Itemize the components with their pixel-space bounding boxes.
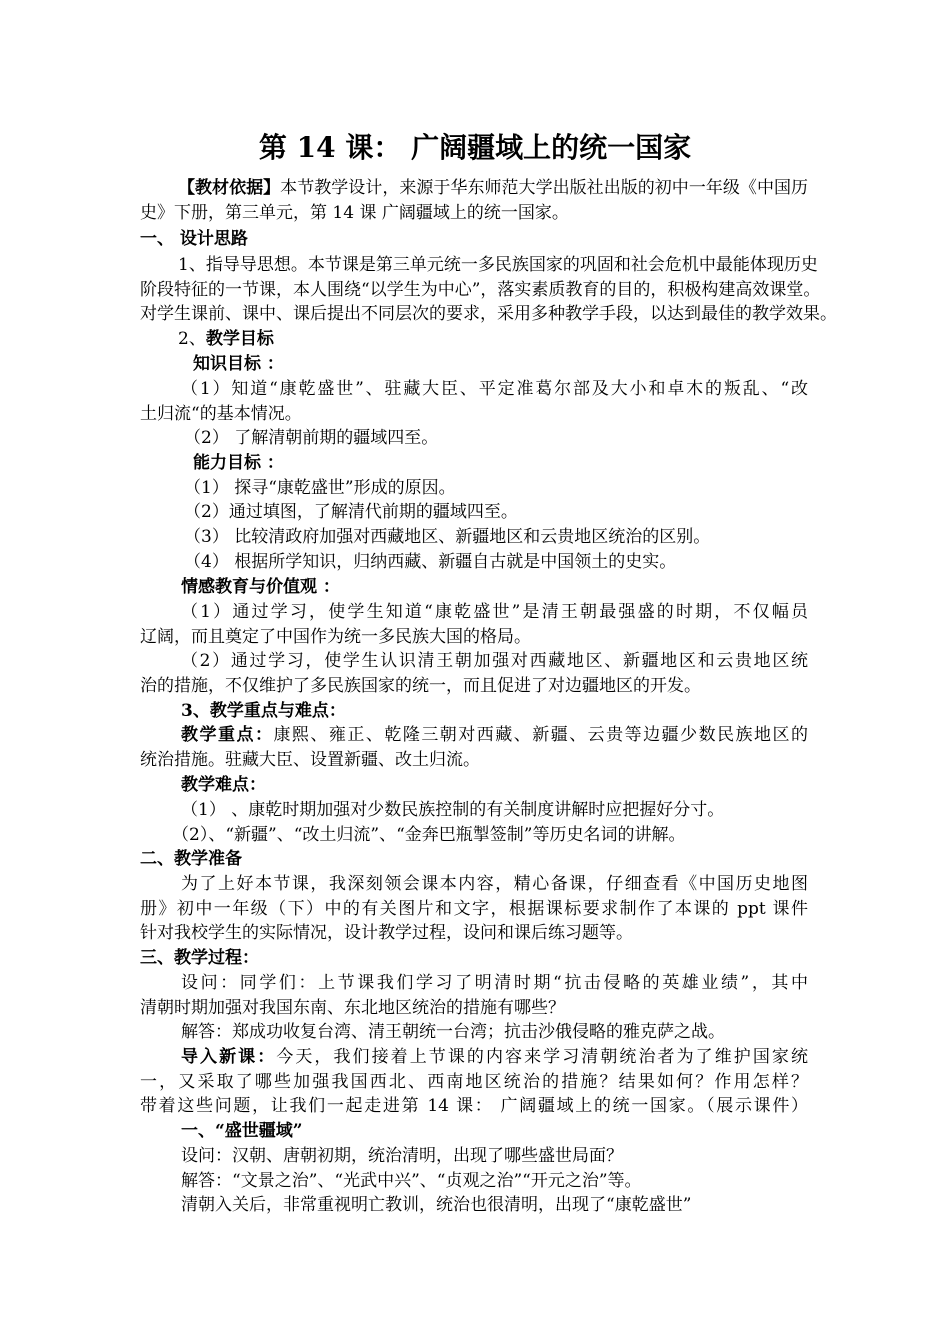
line-text: 康熙、雍正、乾隆三朝对西藏、新疆、云贵等边疆少数民族地区的: [273, 725, 809, 745]
line-text: 册》初中一年级（下）中的有关图片和文字，根据课标要求制作了本课的 ppt 课件: [140, 899, 808, 919]
text-line: [140, 945, 340, 971]
text-line: [181, 599, 808, 625]
line-text: 史》下册，第三单元，第 14 课 广阔疆域上的统一国家。: [140, 203, 569, 223]
text-line: [140, 747, 540, 773]
bold-text: 一、“盛世疆域”: [181, 1121, 303, 1141]
line-text: 设问：同学们：上节课我们学习了明清时期“抗击侵略的英雄业绩”，其中: [181, 973, 808, 993]
bold-text: 情感教育与价值观 ：: [181, 577, 340, 597]
text-line: [181, 871, 808, 897]
text-line: [178, 175, 808, 201]
text-line: [181, 1143, 741, 1169]
text-line: [140, 995, 660, 1021]
line-text: 为了上好本节课，我深刻领会课本内容，精心备课，仔细查看《中国历史地图: [181, 874, 808, 894]
line-text: 清朝时期加强对我国东南、东北地区统治的措施有哪些？: [140, 998, 565, 1018]
text-line: [181, 376, 808, 402]
line-text: （1）通过学习，使学生知道“康乾盛世”是清王朝最强盛的时期，不仅幅员: [181, 602, 808, 622]
line-text: 今天，我们接着上节课的内容来学习清朝统治者为了维护国家统: [276, 1047, 808, 1067]
bold-text: 二、教学准备: [140, 849, 242, 869]
line-text: 治的措施，不仅维护了多民族国家的统一，而且促进了对边疆地区的开发。: [140, 676, 701, 696]
text-line: [140, 1069, 808, 1095]
text-line: [140, 277, 821, 303]
text-line: [181, 797, 801, 823]
text-line: [193, 450, 393, 476]
line-text: （2）、“新疆”、“改土归流”、“金奔巴瓶掣签制”等历史名词的讲解。: [172, 825, 686, 845]
text-line: [181, 648, 808, 674]
text-line: [140, 1093, 808, 1119]
bold-text: 教学目标: [205, 329, 274, 349]
text-line: [140, 226, 540, 252]
text-line: [140, 301, 837, 327]
line-text: （2） 了解清朝前期的疆域四至。: [184, 428, 439, 448]
line-text: 清朝入关后，非常重视明亡教训，统治也很清明，出现了“康乾盛世”: [181, 1195, 692, 1215]
document-title: 第 14 课： 广阔疆域上的统一国家: [258, 131, 692, 164]
text-line: [140, 624, 640, 650]
line-text: （1） 、康乾时期加强对少数民族控制的有关制度讲解时应把握好分寸。: [181, 800, 725, 820]
text-line: [140, 673, 808, 699]
bold-text: 能力目标 ：: [193, 453, 284, 473]
line-text: （1） 探寻“康乾盛世”形成的原因。: [184, 478, 456, 498]
bold-text: 一、 设计思路: [140, 229, 248, 249]
text-line: [181, 1192, 781, 1218]
text-line: [193, 351, 393, 377]
line-text: 1、指导导思想。本节课是第三单元统一多民族国家的巩固和社会危机中最能体现历史: [178, 255, 818, 275]
text-line: [184, 524, 784, 550]
bold-text: 导入新课：: [181, 1047, 277, 1067]
line-text: 带着这些问题，让我们一起走进第 14 课： 广阔疆域上的统一国家。（展示课件）: [140, 1096, 808, 1116]
text-line: [178, 326, 478, 352]
line-text: 统治措施。驻藏大臣、设置新疆、改土归流。: [140, 750, 480, 770]
line-text: （4） 根据所学知识，归纳西藏、新疆自古就是中国领土的史实。: [184, 552, 677, 572]
text-line: [181, 722, 808, 748]
line-text: 辽阔，而且奠定了中国作为统一多民族大国的格局。: [140, 627, 531, 647]
bold-text: 【教材依据】: [178, 178, 281, 198]
text-line: [140, 401, 440, 427]
line-text: 对学生课前、课中、课后提出不同层次的要求，采用多种教学手段，以达到最佳的教学效果。: [140, 304, 837, 324]
line-text: 解答：“文景之治”、“光武中兴”、“贞观之治”“开元之治”等。: [181, 1171, 642, 1191]
text-line: [181, 574, 481, 600]
line-text: 解答：郑成功收复台湾、清王朝统一台湾；抗击沙俄侵略的雅克萨之战。: [181, 1022, 725, 1042]
text-line: [181, 1118, 481, 1144]
text-line: [181, 1044, 808, 1070]
line-text: 设问：汉朝、唐朝初期，统治清明，出现了哪些盛世局面？: [181, 1146, 623, 1166]
text-line: [184, 549, 784, 575]
text-line: [181, 1019, 801, 1045]
text-line: [140, 846, 340, 872]
text-line: [184, 425, 584, 451]
text-line: [140, 200, 569, 226]
text-line: [172, 822, 802, 848]
line-text: （2）通过学习，使学生认识清王朝加强对西藏地区、新疆地区和云贵地区统: [181, 651, 808, 671]
line-text: 本节教学设计，来源于华东师范大学出版社出版的初中一年级《中国历: [280, 178, 809, 198]
bold-text: 三、教学过程：: [140, 948, 259, 968]
line-text: 阶段特征的一节课，本人围绕“以学生为中心”，落实素质教育的目的，积极构建高效课堂。: [140, 280, 821, 300]
text-line: [140, 896, 808, 922]
line-text: （3） 比较清政府加强对西藏地区、新疆地区和云贵地区统治的区别。: [184, 527, 711, 547]
text-line: [184, 499, 584, 525]
bold-text: 教学重点：: [181, 725, 274, 745]
text-line: [178, 252, 818, 278]
line-text: 一，又采取了哪些加强我国西北、西南地区统治的措施？结果如何？作用怎样？: [140, 1072, 808, 1092]
line-text: 2、: [178, 329, 206, 349]
bold-text: 知识目标 ：: [193, 354, 284, 374]
line-text: 土归流“的基本情况。: [140, 404, 302, 424]
bold-text: 教学难点：: [181, 775, 266, 795]
text-line: [181, 1168, 781, 1194]
bold-text: 3、教学重点与难点：: [181, 701, 346, 721]
line-text: 针对我校学生的实际情况，设计教学过程，设问和课后练习题等。: [140, 923, 633, 943]
line-text: （1）知道“康乾盛世”、驻藏大臣、平定准葛尔部及大小和卓木的叛乱、“改: [181, 379, 808, 399]
text-line: [181, 772, 381, 798]
text-line: [184, 475, 584, 501]
text-line: [181, 698, 481, 724]
text-line: [140, 920, 760, 946]
text-line: [181, 970, 808, 996]
line-text: （2）通过填图，了解清代前期的疆域四至。: [184, 502, 518, 522]
